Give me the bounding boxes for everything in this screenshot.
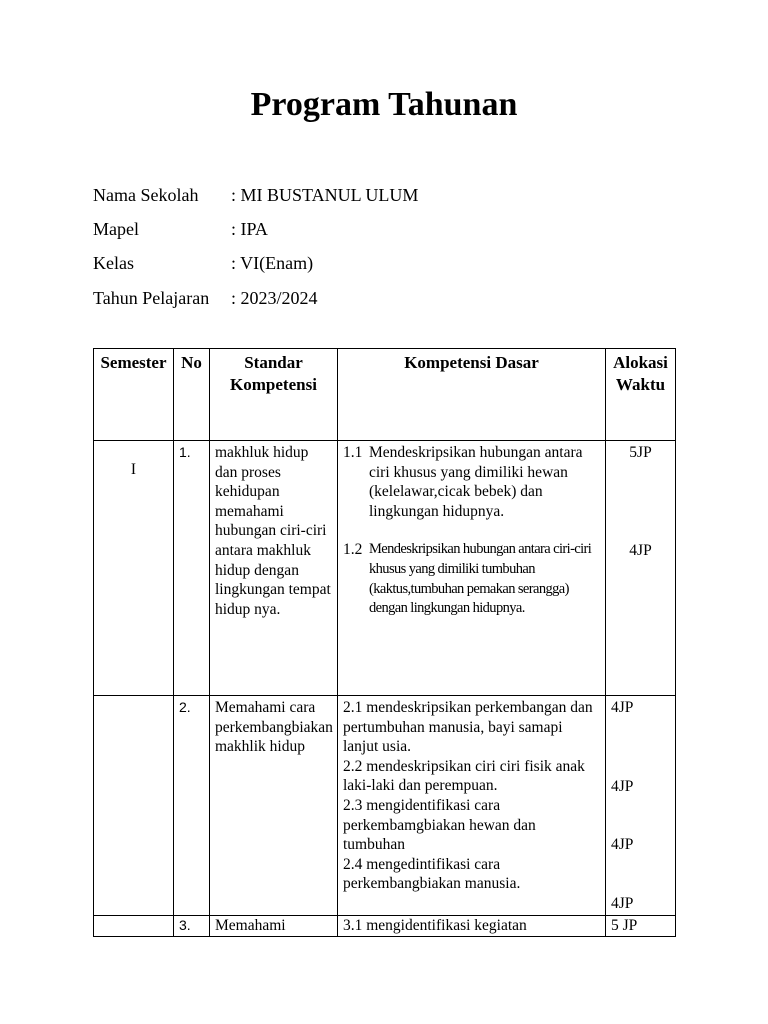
- table-header-row: [94, 349, 676, 441]
- table-row: [94, 441, 676, 696]
- info-row-class: [93, 247, 418, 281]
- kd-item: 2.1 mendeskripsikan perkembangan dan pertumbuhan manusia, bayi samapi lanjut usia.: [343, 699, 593, 756]
- kd-item: [343, 540, 600, 618]
- cell-standar-kompetensi: makhluk hidup dan proses kehidupan memahami hubungan ciri-ciri antara makhluk hidup dengan lingkungan tempat hidup nya.: [210, 441, 338, 696]
- cell-standar-kompetensi: Memahami cara perkembangbiakan makhlik hidup: [210, 696, 338, 916]
- cell-standar-kompetensi: Memahami: [210, 916, 338, 937]
- kd-text: Mendeskripsikan hubungan antara ciri khusus yang dimiliki hewan (kelelawar,cicak bebek) dan lingkungan hidupnya.: [369, 444, 583, 520]
- document-info: [93, 178, 418, 315]
- kd-text: Mendeskripsikan hubungan antara ciri-ciri khusus yang dimiliki tumbuhan (kaktus,tumbuhan pemakan serangga) dengan lingkungan hidupnya.: [369, 541, 592, 617]
- info-value: : VI(Enam): [231, 253, 314, 274]
- info-label: Kelas: [93, 253, 134, 274]
- cell-alokasi-waktu: [606, 441, 676, 696]
- header-semester: Semester: [94, 349, 174, 441]
- kd-item: 2.4 mengedintifikasi cara perkembangbiakan manusia.: [343, 855, 521, 893]
- alokasi-value: 4JP: [611, 777, 634, 795]
- cell-kompetensi-dasar: [338, 441, 606, 696]
- info-value: : MI BUSTANUL ULUM: [231, 184, 419, 205]
- kd-item: [343, 443, 600, 521]
- header-kompetensi-dasar: Kompetensi Dasar: [338, 349, 606, 441]
- header-no: No: [174, 349, 210, 441]
- cell-semester: [94, 696, 174, 916]
- alokasi-value: 4JP: [611, 699, 634, 716]
- kd-number: 1.2: [343, 541, 363, 559]
- info-label: Tahun Pelajaran: [93, 287, 210, 308]
- kd-item: 3.1 mengidentifikasi kegiatan: [343, 917, 527, 935]
- info-row-school: [93, 178, 418, 212]
- cell-no: 1.: [174, 441, 210, 696]
- cell-alokasi-waktu: [606, 696, 676, 916]
- cell-kompetensi-dasar: [338, 916, 606, 937]
- kd-number: 1.1: [343, 444, 363, 461]
- header-standar-kompetensi: Standar Kompetensi: [210, 349, 338, 441]
- page-title: Program Tahunan: [250, 86, 518, 123]
- alokasi-value: 5 JP: [611, 917, 638, 935]
- info-label: Mapel: [93, 218, 139, 239]
- info-row-year: [93, 281, 418, 315]
- cell-semester: I: [94, 441, 174, 696]
- cell-no: 3.: [174, 916, 210, 937]
- alokasi-value: 4JP: [611, 894, 634, 912]
- header-alokasi-waktu: Alokasi Waktu: [606, 349, 676, 441]
- cell-alokasi-waktu: [606, 916, 676, 937]
- cell-kompetensi-dasar: [338, 696, 606, 916]
- kd-item: 2.2 mendeskripsikan ciri ciri fisik anak laki-laki dan perempuan.: [343, 757, 585, 795]
- table-row: [94, 696, 676, 916]
- cell-semester: [94, 916, 174, 937]
- alokasi-value: 5JP: [629, 444, 652, 461]
- cell-no: 2.: [174, 696, 210, 916]
- program-table: [93, 348, 676, 937]
- info-value: : 2023/2024: [231, 287, 318, 308]
- alokasi-value: 4JP: [611, 836, 634, 854]
- info-value: : IPA: [231, 218, 268, 239]
- info-row-subject: [93, 212, 418, 246]
- alokasi-value: 4JP: [629, 541, 652, 559]
- kd-item: 2.3 mengidentifikasi cara perkembamgbiakan hewan dan tumbuhan: [343, 796, 536, 854]
- table-row: [94, 916, 676, 937]
- info-label: Nama Sekolah: [93, 184, 199, 205]
